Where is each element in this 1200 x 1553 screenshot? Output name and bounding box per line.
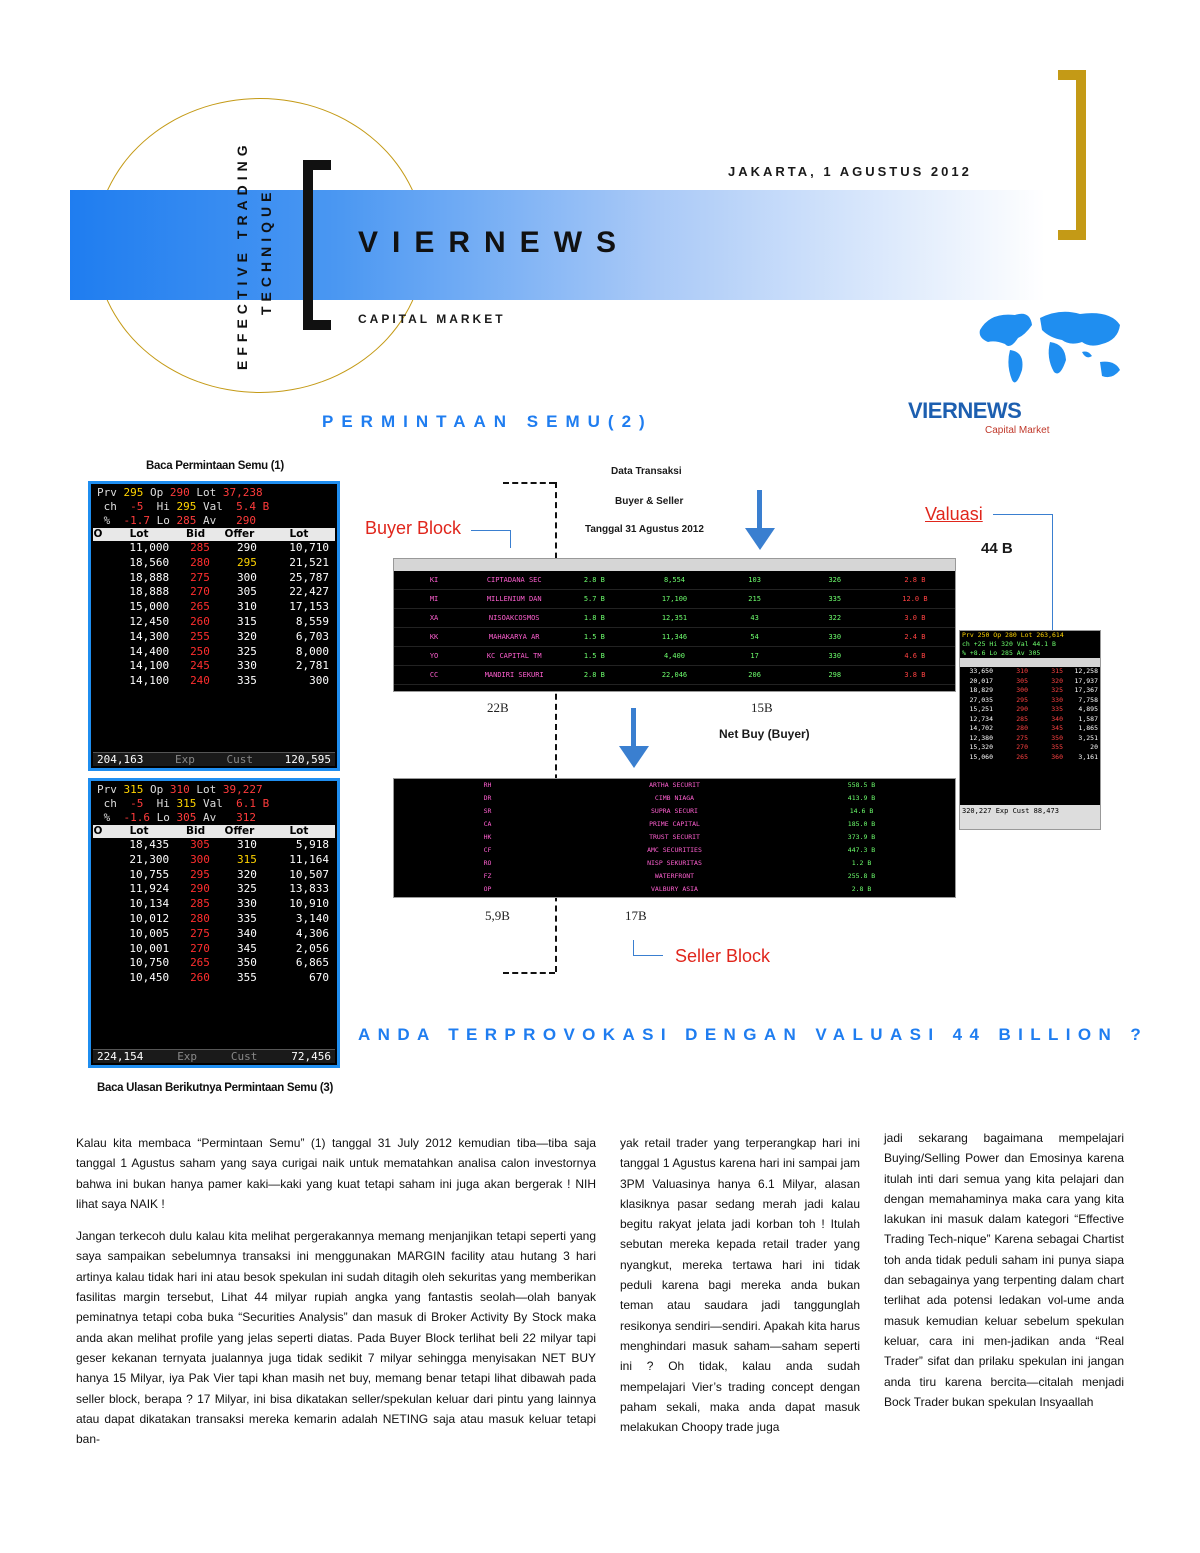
seller-cell: SUPRA SECURI <box>651 807 698 815</box>
buyer-row <box>394 571 955 590</box>
mini-cell: 270 <box>1016 743 1028 751</box>
seller-cell: VALBURY ASIA <box>651 885 698 893</box>
mini-cell: 15,251 <box>969 705 993 713</box>
viernews-logo <box>900 300 1130 445</box>
buyer-cell: 2.4 B <box>904 633 926 641</box>
buyer-cell: 330 <box>828 652 842 660</box>
buyer-cell: MI <box>429 595 439 603</box>
buyer-cell: 206 <box>748 671 761 679</box>
seller-row <box>394 818 955 831</box>
bid-lot-cell: 10,450 <box>129 971 170 985</box>
buyer-cell: CC <box>429 671 439 679</box>
offer-price-cell: 290 <box>236 541 257 554</box>
offer-lot-cell: 17,153 <box>289 600 329 614</box>
quote-row <box>93 585 335 600</box>
guide-bottom <box>503 972 555 974</box>
bid-price-cell: 305 <box>190 838 210 851</box>
masthead-title: VIERNEWS <box>358 226 631 259</box>
quote-panel-2 <box>88 778 340 1068</box>
buyer-cell: 298 <box>828 671 842 679</box>
bid-lot-cell: 18,888 <box>129 585 170 599</box>
section-title-1: PERMINTAAN SEMU(2) <box>322 412 653 431</box>
quote-row <box>93 971 335 986</box>
buyer-cell: 8,554 <box>663 576 686 584</box>
mini-quote-panel <box>959 630 1101 830</box>
quote-row <box>93 600 335 615</box>
buyer-cell: MANDIRI SEKURI <box>484 671 544 679</box>
mini-cell: 275 <box>1016 733 1028 742</box>
value-5-9b: 5,9B <box>485 908 510 923</box>
mini-row <box>960 677 1100 687</box>
panel-1-header: Prv 295 Op 290 Lot 37,238 ch -5 Hi 295 Val 5.4 B % -1.7 Lo 285 Av 290 <box>93 486 335 528</box>
offer-price-cell: 315 <box>236 852 257 866</box>
seller-cell: ARTHA SECURIT <box>649 781 700 789</box>
offer-price-cell: 315 <box>236 614 257 628</box>
bid-price-cell: 255 <box>190 629 210 643</box>
buyer-row <box>394 628 955 647</box>
net-buy-label: Net Buy (Buyer) <box>719 727 810 741</box>
guide-vertical <box>555 482 557 972</box>
mini-cell: 330 <box>1051 695 1063 704</box>
seller-cell: 413.9 B <box>847 794 876 802</box>
buyer-cell: 335 <box>828 595 842 603</box>
buyer-cell: 17,100 <box>661 595 688 603</box>
buyer-row <box>394 590 955 609</box>
mini-row <box>960 715 1100 725</box>
offer-price-cell: 335 <box>236 674 257 688</box>
mini-cell: 265 <box>1016 752 1028 761</box>
quote-row <box>93 630 335 645</box>
buyer-row <box>394 647 955 666</box>
bid-price-cell: 275 <box>190 926 210 940</box>
bid-price-cell: 260 <box>190 614 210 628</box>
quote-row <box>93 838 335 853</box>
seller-cell: PRIME CAPITAL <box>649 820 700 828</box>
buyer-cell: 330 <box>828 633 842 641</box>
bid-lot-cell: 10,755 <box>129 867 170 881</box>
buyer-cell: MILLENIUM DAN <box>486 595 542 603</box>
seller-cell: RH <box>483 781 492 789</box>
buyer-cell: 1.5 B <box>583 633 605 641</box>
seller-cell: CIMB NIAGA <box>654 794 695 802</box>
buyer-cell: 4,400 <box>663 652 686 660</box>
logo-wordmark: VIERNEWS <box>908 398 1022 423</box>
diagram-head-1: Data Transaksi <box>611 466 682 477</box>
bid-price-cell: 265 <box>190 956 210 970</box>
buyer-block-label: Buyer Block <box>365 518 462 538</box>
quote-row <box>93 615 335 630</box>
mini-cell: 350 <box>1051 733 1063 742</box>
mini-cell: 3,161 <box>1078 752 1098 761</box>
bid-price-cell: 270 <box>190 585 210 599</box>
quote-row <box>93 956 335 971</box>
bid-price-cell: 275 <box>190 570 210 584</box>
mini-table-header <box>960 658 1100 667</box>
diagram-head-2: Buyer & Seller <box>615 496 684 507</box>
value-17b: 17B <box>625 908 647 923</box>
paragraph: Kalau kita membaca “Permintaan Semu” (1) tanggal 31 July 2012 kemudian tiba—tiba saja tanggal 1 Agustus saham yang saya curigai naik untuk mematahkan analisa calon investornya bahwa ini bukan hanya pamer kaki—kaki yang kuat tetapi saham ini juga akan bergerak ! NIH lihat saya NAIK ! <box>76 1136 596 1211</box>
mini-cell: 300 <box>1016 686 1028 694</box>
bid-price-cell: 280 <box>190 555 210 569</box>
offer-lot-cell: 4,306 <box>295 926 329 940</box>
seller-cell: 2.8 B <box>851 885 872 893</box>
mini-cell: 340 <box>1051 714 1063 723</box>
buyer-cell: 12.0 B <box>902 595 928 603</box>
bid-price-cell: 240 <box>190 674 210 688</box>
panel-2-table: O Lot Bid Offer Lot 18,435 305 310 5,918 21,300 300 315 11,164 10,755 295 320 10,507 11,924 290 325 13,833 10,134 285 330 10,910 10,012 280 335 3,140 10,005 275 340 4,306 10,001 270 345 2,056 10,750 265 350 6,865 10,450 260 355 670 <box>93 825 335 986</box>
buyer-table <box>393 558 956 692</box>
value-15b: 15B <box>751 700 773 715</box>
offer-price-cell: 325 <box>236 644 257 658</box>
seller-row <box>394 805 955 818</box>
offer-lot-cell: 5,918 <box>295 838 329 851</box>
offer-price-cell: 320 <box>236 629 257 643</box>
offer-lot-cell: 6,703 <box>295 629 329 643</box>
offer-price-cell: 300 <box>236 570 257 584</box>
bid-lot-cell: 10,012 <box>129 911 170 925</box>
offer-price-cell: 310 <box>236 600 257 614</box>
panel-2-header: Prv 315 Op 310 Lot 39,227 ch -5 Hi 315 Val 6.1 B % -1.6 Lo 305 Av 312 <box>93 783 335 825</box>
seller-cell: FZ <box>483 872 492 880</box>
offer-price-cell: 335 <box>236 911 257 925</box>
bid-lot-cell: 11,924 <box>129 882 170 896</box>
mini-cell: 345 <box>1051 724 1063 732</box>
vertical-title-2: TECHNIQUE <box>258 187 274 315</box>
mini-footer <box>960 805 1100 829</box>
mini-cell: 1,865 <box>1078 724 1098 732</box>
bid-lot-cell: 10,750 <box>129 956 170 970</box>
offer-lot-cell: 3,140 <box>295 911 329 925</box>
seller-cell: WATERFRONT <box>654 872 695 880</box>
buyer-cell: XA <box>429 614 439 622</box>
seller-row <box>394 883 955 896</box>
mini-row <box>960 696 1100 706</box>
bid-price-cell: 250 <box>190 644 210 658</box>
offer-lot-cell: 8,559 <box>295 614 329 628</box>
seller-block-label: Seller Block <box>675 946 771 966</box>
logo-subtitle: Capital Market <box>985 425 1050 436</box>
quote-row <box>93 853 335 868</box>
mini-footer-text: 320,227 Exp Cust 88,473 <box>962 807 1059 815</box>
seller-row <box>394 857 955 870</box>
bid-price-cell: 245 <box>190 659 210 673</box>
quote-row <box>93 868 335 883</box>
buyer-cell: 3.0 B <box>904 614 926 622</box>
offer-price-cell: 310 <box>236 838 257 851</box>
quote-row <box>93 897 335 912</box>
seller-cell: TRUST SECURIT <box>649 833 700 841</box>
mini-cell: 4,895 <box>1078 705 1098 713</box>
mini-row <box>960 667 1100 677</box>
offer-lot-cell: 670 <box>309 971 329 985</box>
mini-cell: 17,367 <box>1074 686 1098 694</box>
buyer-cell: 4.6 B <box>904 652 926 660</box>
mini-row <box>960 686 1100 696</box>
offer-lot-cell: 21,521 <box>289 555 329 569</box>
offer-lot-cell: 10,710 <box>289 541 329 554</box>
bid-lot-cell: 14,100 <box>129 659 170 673</box>
bid-price-cell: 285 <box>190 897 210 911</box>
buyer-cell: KK <box>429 633 439 641</box>
arrow-down-icon <box>745 490 775 550</box>
buyer-cell: 2.8 B <box>583 671 605 679</box>
diagram-head-3: Tanggal 31 Agustus 2012 <box>585 524 704 535</box>
left-bracket <box>303 160 331 330</box>
seller-cell: DR <box>483 794 492 802</box>
bid-price-cell: 265 <box>190 600 210 614</box>
buyer-cell: 3.8 B <box>904 671 926 679</box>
bid-price-cell: 295 <box>190 867 210 881</box>
section-title-2: ANDA TERPROVOKASI DENGAN VALUASI 44 BILLION ? <box>358 1025 1149 1044</box>
seller-connector <box>633 940 663 956</box>
right-bracket <box>1058 70 1086 240</box>
bid-price-cell: 260 <box>190 971 210 985</box>
dateline: JAKARTA, 1 AGUSTUS 2012 <box>728 164 972 179</box>
mini-cell: 355 <box>1051 743 1063 751</box>
offer-lot-cell: 10,507 <box>289 867 329 881</box>
valuasi-connector <box>993 514 1053 634</box>
mini-cell: 360 <box>1051 752 1063 761</box>
paragraph: Jangan terkecoh dulu kalau kita melihat pergerakannya memang menjanjikan tetapi seperti yang saya sampaikan sebelumnya transaksi ini menggunakan MARGIN facility atau hutang 3 hari artinya kalau tidak hari ini atau besok spekulan ini sudah ditagih oleh sekuritas yang memberikan fasilitas margin tersebut, Lihat 44 milyar rupiah angka yang fantastis seolah—olah banyak peminatnya tetapi coba buka “Securities Analysis” dan masuk di Broker Activity By Stock maka anda akan melihat profile yang jelas seperti diatas. Pada Buyer Block terlihat beli 22 milyar tapi geser kekanan ternyata jualannya juga tidak sedikit 7 milyar sehingga menyisakan NET BUY hanya 15 Milyar, iya Pak Vier tapi khan masih net buy, memang benar tetapi lihat dibawah pada seller block, berapa ? 17 Milyar, ini bisa dikatakan seller/spekulan keluar dari pintu yang lainnya atau dapat dikatakan transaksi mereka kemarin adalah NETING saja atau masuk keluar tetapi ban- <box>76 1229 596 1447</box>
mini-cell: 310 <box>1016 667 1028 675</box>
buyer-cell: 17 <box>750 652 759 660</box>
bid-lot-cell: 14,100 <box>129 674 170 688</box>
bid-lot-cell: 15,000 <box>129 600 170 614</box>
buyer-cell: 2.8 B <box>583 576 605 584</box>
mini-header-3: % +8.6 Lo 285 Av 305 <box>962 649 1041 657</box>
quote-row <box>93 571 335 586</box>
offer-price-cell: 345 <box>236 941 257 955</box>
seller-cell: 14.6 B <box>849 807 874 815</box>
bid-price-cell: 290 <box>190 882 210 896</box>
buyer-connector <box>471 530 511 548</box>
quote-row <box>93 556 335 571</box>
mini-header-2: ch +25 Hi 320 Val 44.1 B <box>962 640 1056 648</box>
mini-cell: 12,258 <box>1074 667 1098 675</box>
bid-price-cell: 280 <box>190 911 210 925</box>
bid-lot-cell: 10,005 <box>129 926 170 940</box>
seller-cell: 185.0 B <box>847 820 876 828</box>
offer-price-cell: 330 <box>236 897 257 911</box>
offer-lot-cell: 2,781 <box>295 659 329 673</box>
mini-cell: 12,734 <box>969 714 993 723</box>
offer-price-cell: 340 <box>236 926 257 940</box>
broker-activity-diagram <box>353 462 1105 992</box>
mini-cell: 305 <box>1016 676 1028 685</box>
seller-cell: OP <box>483 885 492 893</box>
valuasi-label: Valuasi <box>925 504 983 524</box>
world-map-icon <box>970 300 1130 395</box>
bid-lot-cell: 11,000 <box>129 541 170 554</box>
buyer-cell: NISOAKCOSMOS <box>488 614 540 622</box>
buyer-cell: 322 <box>828 614 842 622</box>
seller-row <box>394 792 955 805</box>
seller-row <box>394 779 955 792</box>
offer-lot-cell: 22,427 <box>289 585 329 599</box>
seller-cell: RO <box>483 859 492 867</box>
masthead-subtitle: CAPITAL MARKET <box>358 312 506 326</box>
buyer-cell: 43 <box>750 614 759 622</box>
bid-price-cell: 285 <box>190 541 210 554</box>
buyer-cell: CIPTADANA SEC <box>486 576 542 584</box>
mini-row <box>960 753 1100 763</box>
offer-price-cell: 325 <box>236 882 257 896</box>
offer-price-cell: 355 <box>236 971 257 985</box>
quote-row <box>93 912 335 927</box>
vertical-title-1: EFFECTIVE TRADING <box>234 140 250 370</box>
mini-cell: 33,650 <box>969 667 993 675</box>
seller-cell: CA <box>483 820 492 828</box>
bid-lot-cell: 21,300 <box>129 852 170 866</box>
mini-cell: 12,380 <box>969 733 993 742</box>
mini-row <box>960 734 1100 744</box>
seller-cell: 255.8 B <box>847 872 876 880</box>
offer-lot-cell: 2,056 <box>295 941 329 955</box>
seller-table <box>393 778 956 898</box>
mini-cell: 335 <box>1051 705 1063 713</box>
buyer-cell: 54 <box>750 633 759 641</box>
buyer-cell: 22,046 <box>661 671 688 679</box>
offer-price-cell: 305 <box>236 585 257 599</box>
offer-price-cell: 320 <box>236 867 257 881</box>
buyer-row <box>394 666 955 685</box>
quote-row <box>93 927 335 942</box>
seller-row <box>394 844 955 857</box>
mini-cell: 280 <box>1016 724 1028 732</box>
mini-cell: 27,035 <box>969 695 993 704</box>
mini-row <box>960 743 1100 753</box>
buyer-cell: MAHAKARYA AR <box>488 633 540 641</box>
seller-cell: SR <box>483 807 492 815</box>
panel-1-table: O Lot Bid Offer Lot 11,000 285 290 10,710 18,560 280 295 21,521 18,888 275 300 25,787 18,888 270 305 22,427 15,000 265 310 17,153 12,450 260 315 8,559 14,300 255 320 6,703 14,400 250 325 8,000 14,100 245 330 2,781 14,100 240 335 300 <box>93 528 335 689</box>
seller-cell: AMC SECURITIES <box>647 846 702 854</box>
bid-price-cell: 270 <box>190 941 210 955</box>
offer-price-cell: 350 <box>236 956 257 970</box>
seller-cell: 373.9 B <box>847 833 876 841</box>
mini-cell: 315 <box>1051 667 1063 675</box>
panel-2-footer: 224,154 Exp Cust 72,456 <box>93 1049 335 1063</box>
buyer-cell: 326 <box>828 576 842 584</box>
buyer-cell: KI <box>429 576 439 584</box>
offer-lot-cell: 8,000 <box>295 644 329 658</box>
buyer-row <box>394 609 955 628</box>
bid-lot-cell: 14,400 <box>129 644 170 658</box>
mini-row <box>960 705 1100 715</box>
mini-cell: 17,937 <box>1074 676 1098 685</box>
mini-cell: 20,017 <box>969 676 993 685</box>
offer-lot-cell: 13,833 <box>289 882 329 896</box>
paragraph: jadi sekarang bagaimana mempelajari Buying/Selling Power dan Emosinya karena itulah inti dari semua yang kita pelajari dan dengan memahaminya maka cara yang kita lakukan ini masuk dalam kategori “Effective Trading Tech-nique” Karena sebagai Chartist toh anda tidak peduli saham ini punya siapa dan sebagainya yang terpenting dalam chart terlihat ada potensi ledakan vol-ume anda masuk kemudian keluar sebelum spekulan keluar, cara ini men-jadikan anda “Real Trader” sifat dan prilaku spekulan ini jangan anda tiru karena bercita—citalah menjadi Bock Trader bukan spekulan Insyaallah <box>884 1131 1124 1409</box>
offer-lot-cell: 11,164 <box>289 852 329 866</box>
offer-lot-cell: 10,910 <box>289 897 329 911</box>
seller-cell: CF <box>483 846 492 854</box>
offer-lot-cell: 25,787 <box>289 570 329 584</box>
mini-header-1: Prv 250 Op 280 Lot 263,614 <box>962 631 1064 639</box>
panel-1-footer: 204,163 Exp Cust 120,595 <box>93 752 335 766</box>
mini-row <box>960 724 1100 734</box>
buyer-cell: KC CAPITAL TM <box>486 652 542 660</box>
bid-lot-cell: 12,450 <box>129 614 170 628</box>
arrow-down-icon <box>619 708 649 768</box>
buyer-cell: 5.7 B <box>583 595 605 603</box>
bid-lot-cell: 10,001 <box>129 941 170 955</box>
mini-cell: 3,251 <box>1078 733 1098 742</box>
quote-row <box>93 541 335 556</box>
mini-cell: 320 <box>1051 676 1063 685</box>
bid-lot-cell: 18,560 <box>129 555 170 569</box>
mini-cell: 290 <box>1016 705 1028 713</box>
seller-cell: HK <box>483 833 492 841</box>
buyer-cell: 103 <box>748 576 761 584</box>
caption-top: Baca Permintaan Semu (1) <box>146 460 284 472</box>
offer-lot-cell: 300 <box>309 674 329 688</box>
mini-cell: 18,829 <box>969 686 993 694</box>
seller-cell: NISP SEKURITAS <box>647 859 702 867</box>
mini-cell: 15,320 <box>969 743 993 751</box>
quote-row <box>93 659 335 674</box>
seller-cell: 1.2 B <box>851 859 872 867</box>
buyer-cell: 11,346 <box>661 633 688 641</box>
seller-row <box>394 870 955 883</box>
buyer-table-header <box>394 559 955 571</box>
quote-panel-1 <box>88 481 340 771</box>
body-column-3 <box>884 1128 1124 1424</box>
mini-cell: 20 <box>1090 743 1098 751</box>
buyer-cell: YO <box>429 652 439 660</box>
buyer-cell: 12,351 <box>661 614 688 622</box>
mini-cell: 325 <box>1051 686 1063 694</box>
buyer-cell: 1.8 B <box>583 614 605 622</box>
seller-cell: 447.3 B <box>847 846 876 854</box>
offer-price-cell: 295 <box>236 555 257 569</box>
mini-cell: 295 <box>1016 695 1028 704</box>
bid-lot-cell: 10,134 <box>129 897 170 911</box>
body-column-1 <box>76 1133 596 1461</box>
quote-row <box>93 645 335 660</box>
seller-row <box>394 831 955 844</box>
paragraph: yak retail trader yang terperangkap hari ini tanggal 1 Agustus karena hari ini sampai jam 3PM Valuasinya hanya 6.1 Milyar, alasan klasiknya pasar sedang merah jadi kalau begitu rakyat jelata jadi korban toh ! Itulah sebutan mereka kepada retail trader yang nyangkut, mereka tertawa hari ini tidak peduli karena bagi mereka anda bukan teman atau saudara jadi tanggunglah resikonya sendiri—sendiri. Apakah kita harus menghindari masuk saham—saham seperti ini ? Oh tidak, kalau anda sudah mempelajari Vier’s trading concept dengan paham sekali, maka anda dapat masuk melakukan Choopy trade juga <box>620 1136 860 1435</box>
buyer-cell: 215 <box>748 595 761 603</box>
bid-lot-cell: 18,888 <box>129 570 170 584</box>
mini-cell: 285 <box>1016 714 1028 723</box>
mini-cell: 1,587 <box>1078 714 1098 723</box>
quote-row <box>93 674 335 689</box>
quote-row <box>93 942 335 957</box>
offer-lot-cell: 6,865 <box>295 956 329 970</box>
guide-top <box>503 482 555 484</box>
seller-cell: 558.5 B <box>847 781 876 789</box>
bid-price-cell: 300 <box>190 852 210 866</box>
mini-cell: 15,060 <box>969 752 993 761</box>
bid-lot-cell: 18,435 <box>129 838 170 851</box>
valuasi-value: 44 B <box>981 540 1013 557</box>
caption-bottom: Baca Ulasan Berikutnya Permintaan Semu (3) <box>96 1082 334 1094</box>
offer-price-cell: 330 <box>236 659 257 673</box>
buyer-cell: 1.5 B <box>583 652 605 660</box>
bid-lot-cell: 14,300 <box>129 629 170 643</box>
value-22b: 22B <box>487 700 509 715</box>
quote-row <box>93 882 335 897</box>
buyer-cell: 2.8 B <box>904 576 926 584</box>
mini-cell: 7,758 <box>1078 695 1098 704</box>
body-column-2 <box>620 1133 860 1449</box>
mini-cell: 14,702 <box>969 724 993 732</box>
